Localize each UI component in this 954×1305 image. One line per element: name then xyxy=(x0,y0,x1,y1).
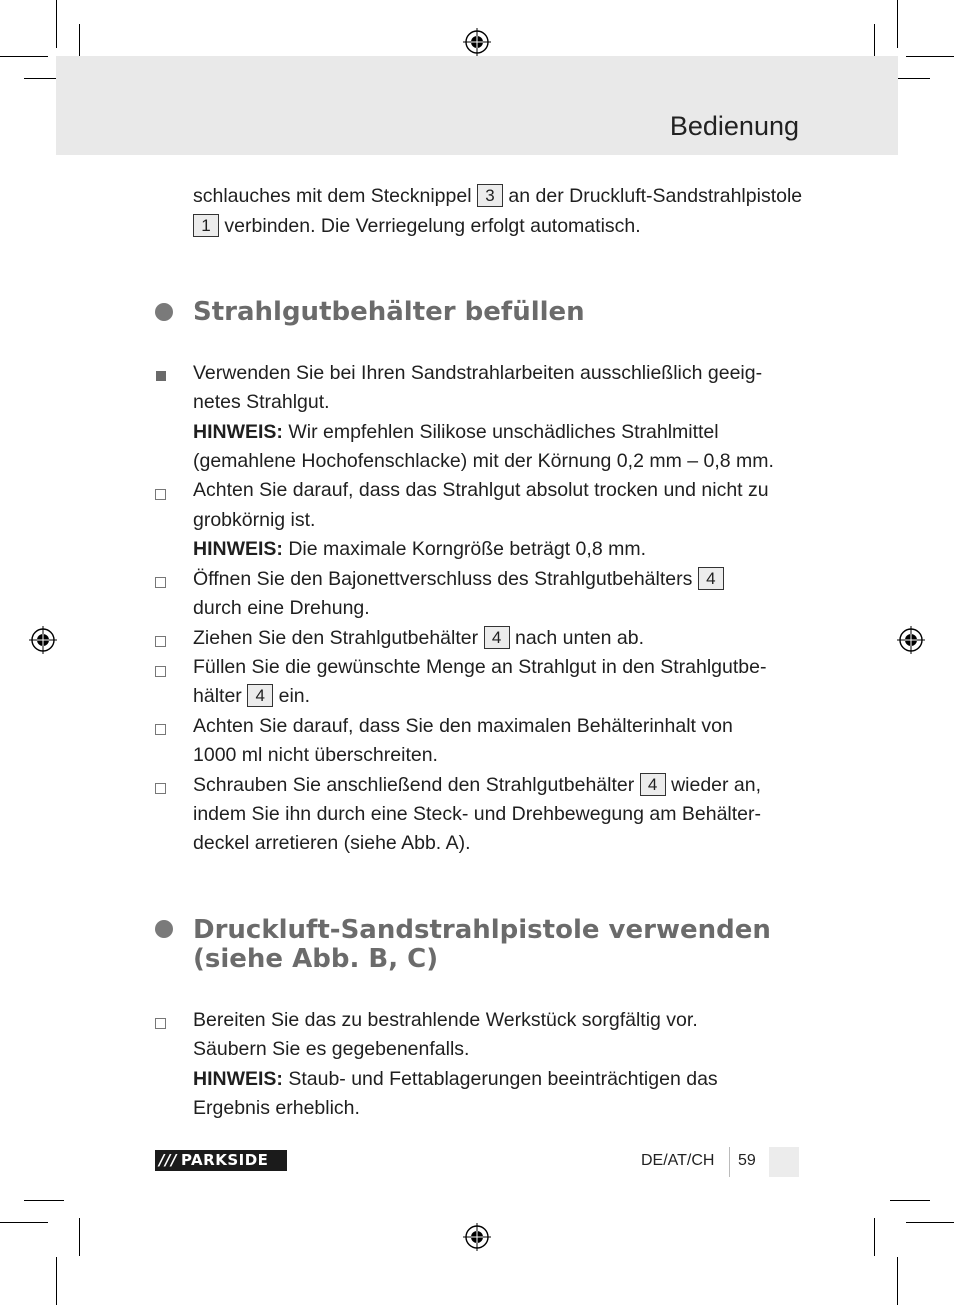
note-label: HINWEIS: xyxy=(193,421,283,443)
note-line xyxy=(193,418,719,447)
crop-mark xyxy=(0,1222,48,1223)
list-item-line: netes Strahlgut. xyxy=(193,391,330,413)
list-item-line xyxy=(193,624,644,653)
section-bullet-icon xyxy=(155,920,173,938)
list-item-line: durch eine Drehung. xyxy=(193,597,370,619)
list-item-line: 1000 ml nicht überschreiten. xyxy=(193,744,438,766)
crop-mark xyxy=(79,24,80,60)
section-heading: (siehe Abb. B, C) xyxy=(193,944,439,974)
text: nach unten ab. xyxy=(514,627,644,649)
part-ref-badge: 4 xyxy=(640,773,666,796)
text: Ziehen Sie den Strahlgutbehälter xyxy=(193,627,479,649)
crop-mark xyxy=(79,1218,80,1256)
page-title: Bedienung xyxy=(669,111,799,141)
checkbox-bullet-icon xyxy=(155,724,166,735)
list-item-line xyxy=(193,771,761,800)
list-item-line: Achten Sie darauf, dass Sie den maximalen Behälterinhalt von xyxy=(193,715,733,737)
crop-mark xyxy=(56,0,57,48)
note-line xyxy=(193,535,646,564)
crop-mark xyxy=(56,1257,57,1305)
text: Die maximale Korngröße beträgt 0,8 mm. xyxy=(288,538,646,560)
brand-logo xyxy=(155,1150,287,1171)
note-line: Ergebnis erheblich. xyxy=(193,1097,360,1119)
note-label: HINWEIS: xyxy=(193,538,283,560)
part-ref-badge: 1 xyxy=(193,214,219,237)
section-heading: Druckluft-Sandstrahlpistole verwenden xyxy=(193,915,771,945)
crop-mark xyxy=(874,24,875,60)
crop-mark xyxy=(897,1257,898,1305)
note-line: (gemahlene Hochofenschlacke) mit der Körnung 0,2 mm – 0,8 mm. xyxy=(193,450,774,472)
list-item-line: deckel arretieren (siehe Abb. A). xyxy=(193,832,471,854)
list-item-line xyxy=(193,565,724,594)
list-item-line: indem Sie ihn durch eine Steck- und Drehbewegung am Behälter- xyxy=(193,803,761,825)
crop-mark xyxy=(890,1200,930,1201)
list-item-line: grobkörnig ist. xyxy=(193,509,316,531)
footer-tab xyxy=(769,1147,799,1177)
note-line xyxy=(193,1065,718,1094)
note-label: HINWEIS: xyxy=(193,1068,283,1090)
intro-line xyxy=(193,182,802,211)
list-item-line: Achten Sie darauf, dass das Strahlgut absolut trocken und nicht zu xyxy=(193,479,769,501)
part-ref-badge: 4 xyxy=(698,567,724,590)
checkbox-bullet-icon xyxy=(155,666,166,677)
page-number: 59 xyxy=(738,1152,756,1169)
text: hälter xyxy=(193,685,242,707)
list-item-line: Bereiten Sie das zu bestrahlende Werkstück sorgfältig vor. xyxy=(193,1009,698,1031)
filled-square-bullet-icon xyxy=(156,371,166,381)
registration-mark-icon xyxy=(462,1222,492,1252)
checkbox-bullet-icon xyxy=(155,489,166,500)
text: ein. xyxy=(278,685,311,707)
text: wieder an, xyxy=(671,774,762,796)
registration-mark-icon xyxy=(28,625,58,655)
checkbox-bullet-icon xyxy=(155,577,166,588)
footer-divider xyxy=(729,1147,730,1177)
section-heading: Strahlgutbehälter befüllen xyxy=(193,297,585,327)
intro-line xyxy=(193,212,641,241)
list-item-line xyxy=(193,682,310,711)
part-ref-badge: 4 xyxy=(247,684,273,707)
crop-mark xyxy=(906,56,954,57)
section-bullet-icon xyxy=(155,303,173,321)
list-item-line: Säubern Sie es gegebenenfalls. xyxy=(193,1038,470,1060)
text: Staub- und Fettablagerungen beeinträchtigen das xyxy=(288,1068,718,1090)
text: Öffnen Sie den Bajonettverschluss des Strahlgutbehälters xyxy=(193,568,693,590)
checkbox-bullet-icon xyxy=(155,1018,166,1029)
crop-mark xyxy=(906,1222,954,1223)
registration-mark-icon xyxy=(896,625,926,655)
part-ref-badge: 3 xyxy=(477,184,503,207)
crop-mark xyxy=(24,1200,64,1201)
text: schlauches mit dem Stecknippel xyxy=(193,185,472,207)
footer-region: DE/AT/CH xyxy=(641,1152,715,1169)
crop-mark xyxy=(874,1218,875,1256)
registration-mark-icon xyxy=(462,27,492,57)
part-ref-badge: 4 xyxy=(484,626,510,649)
text: verbinden. Die Verriegelung erfolgt automatisch. xyxy=(224,215,641,237)
checkbox-bullet-icon xyxy=(155,783,166,794)
crop-mark xyxy=(0,56,48,57)
brand-name: PARKSIDE xyxy=(180,1151,269,1169)
text: Schrauben Sie anschließend den Strahlgutbehälter xyxy=(193,774,635,796)
brand-slashes: /// xyxy=(159,1151,177,1169)
list-item-line: Füllen Sie die gewünschte Menge an Strahlgut in den Strahlgutbe- xyxy=(193,656,767,678)
text: Wir empfehlen Silikose unschädliches Strahlmittel xyxy=(288,421,719,443)
text: an der Druckluft-Sandstrahlpistole xyxy=(508,185,803,207)
crop-mark xyxy=(897,0,898,48)
checkbox-bullet-icon xyxy=(155,636,166,647)
list-item-line: Verwenden Sie bei Ihren Sandstrahlarbeiten ausschließlich geeig- xyxy=(193,362,763,384)
